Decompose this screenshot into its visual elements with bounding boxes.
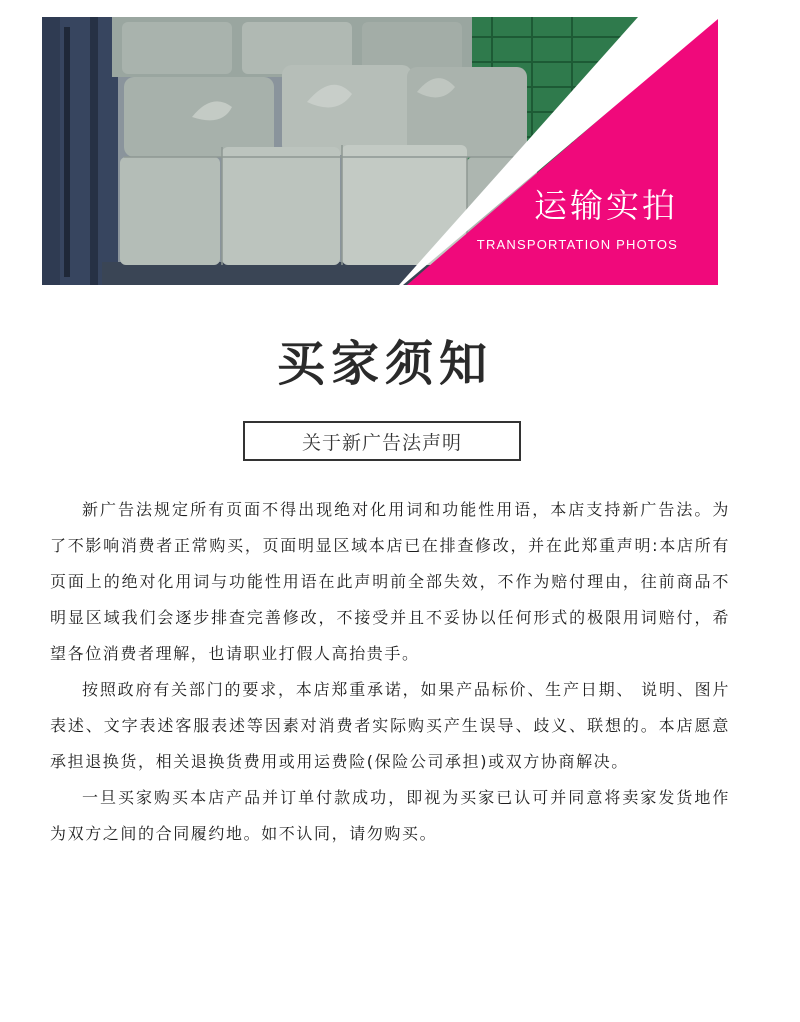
section-subtitle-box: [243, 421, 521, 461]
banner-subtitle: TRANSPORTATION PHOTOS: [476, 237, 678, 252]
notice-paragraph: 新广告法规定所有页面不得出现绝对化用词和功能性用语，本店支持新广告法。为了不影响消费者正常购买，页面明显区域本店已在排查修改，并在此郑重声明:本店所有页面上的绝对化用词与功能性用语在此声明前全部失效，不作为赔付理由，往前商品不明显区域我们会逐步排查完善修改，不接受并且不妥协以任何形式的极限用词赔付，希望各位消费者理解，也请职业打假人高抬贵手。: [50, 500, 730, 663]
notice-content: [50, 492, 730, 852]
notice-paragraph: 按照政府有关部门的要求，本店郑重承诺，如果产品标价、生产日期、 说明、图片表述、文字表述客服表述等因素对消费者实际购买产生误导、歧义、联想的。本店愿意承担退换货，相关退换货费用或用运费险(保险公司承担)或双方协商解决。: [50, 680, 730, 771]
page-title: 买家须知: [276, 336, 493, 392]
notice-paragraph: 一旦买家购买本店产品并订单付款成功，即视为买家已认可并同意将卖家发货地作为双方之间的合同履约地。如不认同，请勿购买。: [50, 788, 730, 843]
banner-title: 运输实拍: [534, 186, 678, 225]
section-subtitle: 关于新广告法声明: [301, 431, 462, 454]
transport-banner: [42, 17, 718, 285]
